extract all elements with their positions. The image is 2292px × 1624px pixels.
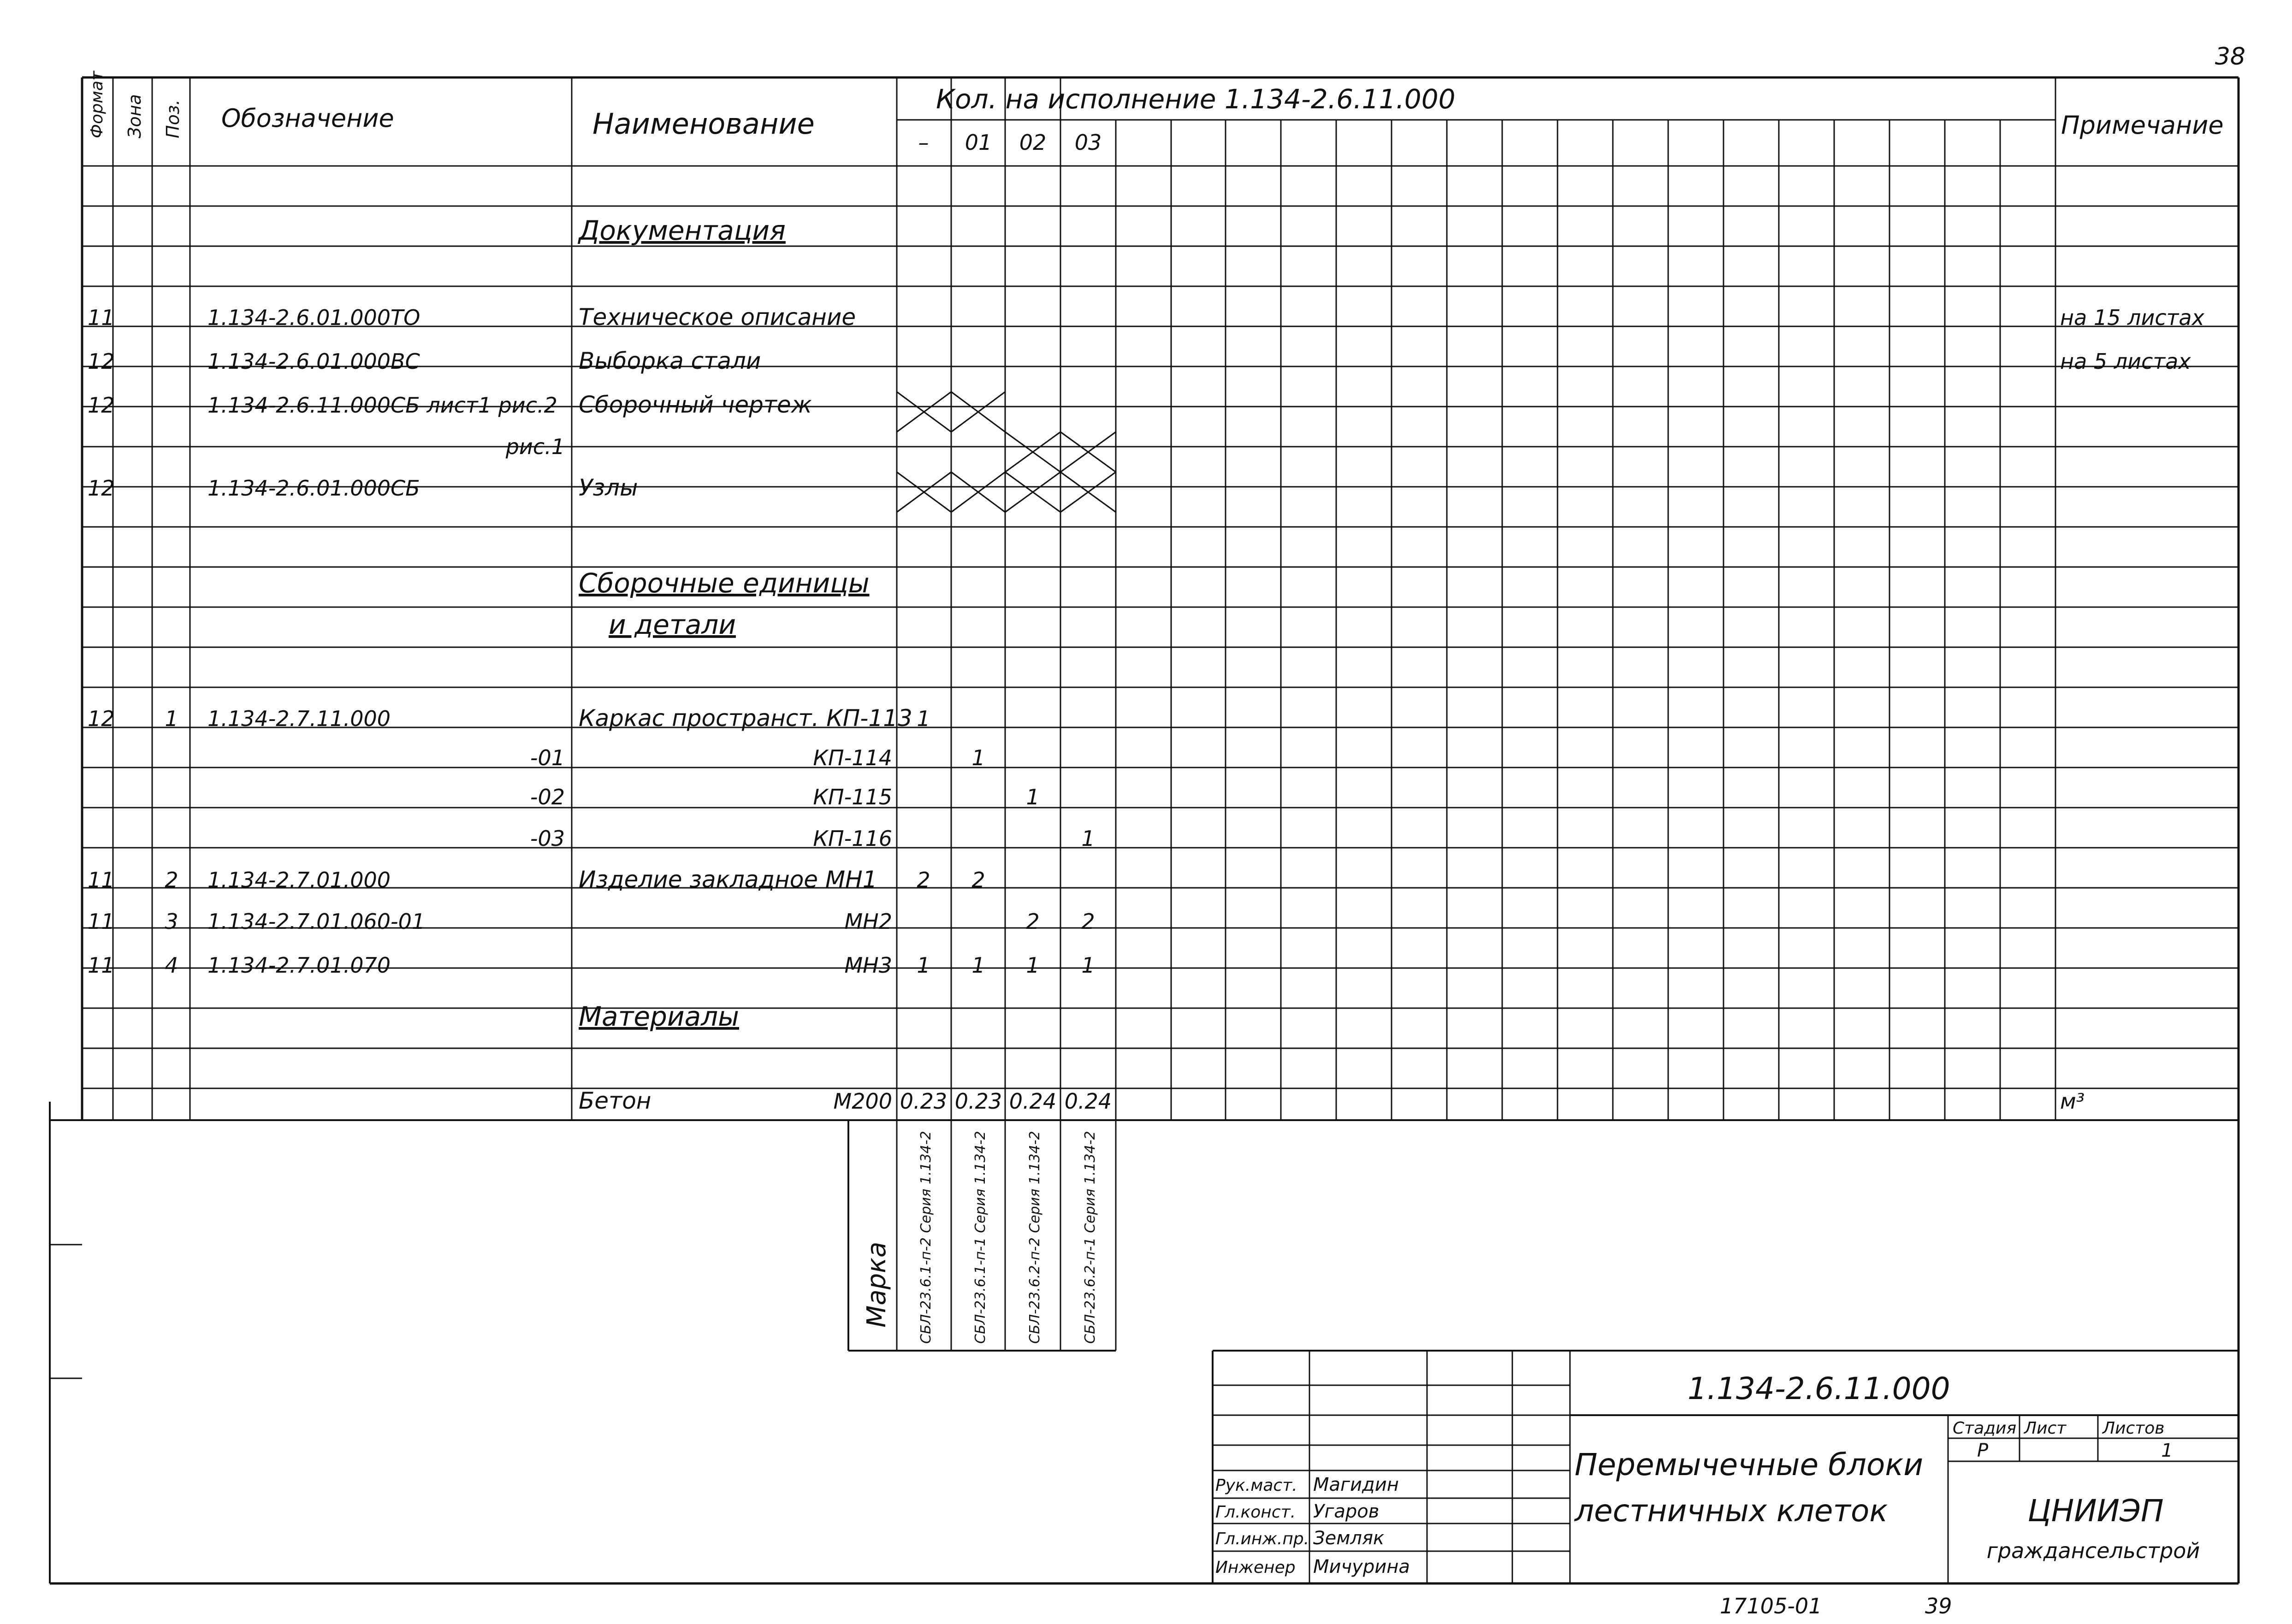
tb-title-line1: Перемычечные блоки bbox=[1575, 1447, 1924, 1482]
tb-org-line2: граждансельстрой bbox=[1986, 1538, 2200, 1563]
row-quantity: 2 bbox=[1026, 909, 1040, 934]
row-quantity: 1 bbox=[1026, 953, 1040, 978]
header-variant: – bbox=[918, 130, 929, 155]
row-name: Сборочные единицы bbox=[579, 567, 870, 599]
header-variant: 02 bbox=[1019, 130, 1047, 155]
row-format: 12 bbox=[88, 476, 115, 501]
row-name: Каркас пространст. КП-113 bbox=[579, 705, 912, 732]
row-quantity: 1 bbox=[917, 706, 930, 731]
row-quantity: 0.23 bbox=[954, 1089, 1002, 1114]
row-format: 11 bbox=[88, 953, 115, 978]
marka-value: СБЛ-23.6.1-п-1 Серия 1.134-2 bbox=[972, 1131, 989, 1344]
archive-number: 17105-01 bbox=[1720, 1594, 1822, 1618]
title-block bbox=[1213, 1351, 2239, 1583]
header-variant: 03 bbox=[1074, 130, 1102, 155]
row-quantity: 1 bbox=[917, 953, 930, 978]
row-format: 11 bbox=[88, 868, 115, 892]
row-quantity: 1 bbox=[1081, 953, 1095, 978]
tb-signer-name: Мичурина bbox=[1313, 1556, 1410, 1577]
row-name: Документация bbox=[579, 215, 786, 246]
row-name: МН3 bbox=[844, 953, 892, 978]
row-designation: 1.134-2.6.01.000ТО bbox=[207, 305, 420, 330]
marka-block bbox=[848, 1120, 1116, 1351]
row-quantity: 1 bbox=[971, 953, 985, 978]
row-designation: 1.134-2.7.01.000 bbox=[207, 868, 391, 892]
row-format: 12 bbox=[88, 393, 115, 418]
tb-signer-role: Рук.маст. bbox=[1215, 1476, 1297, 1495]
table-content bbox=[88, 71, 2224, 1114]
row-name: Узлы bbox=[579, 474, 638, 501]
row-format: 11 bbox=[88, 909, 115, 934]
row-note: на 5 листах bbox=[2060, 349, 2191, 374]
row-name: Бетон bbox=[579, 1087, 651, 1114]
header-format: Формат bbox=[88, 71, 107, 138]
row-quantity: 0.23 bbox=[900, 1089, 948, 1114]
header-qty-title: Кол. на исполнение 1.134-2.6.11.000 bbox=[936, 83, 1456, 115]
tb-signer-role: Инженер bbox=[1215, 1558, 1296, 1577]
row-designation: 1.134-2.7.01.060-01 bbox=[207, 909, 426, 934]
header-name: Наименование bbox=[592, 107, 815, 141]
row-designation: -01 bbox=[530, 745, 565, 770]
tb-stage-label: Стадия bbox=[1953, 1419, 2017, 1438]
row-quantity: 1 bbox=[1081, 826, 1095, 851]
row-quantity: 1 bbox=[1026, 785, 1040, 809]
row-position: 3 bbox=[165, 909, 178, 934]
marka-value: СБЛ-23.6.1-п-2 Серия 1.134-2 bbox=[918, 1131, 934, 1344]
footer-page: 39 bbox=[1925, 1594, 1952, 1618]
row-quantity: 0.24 bbox=[1064, 1089, 1112, 1114]
header-zone: Зона bbox=[124, 94, 145, 138]
row-name: МН2 bbox=[844, 909, 892, 934]
tb-doc-code: 1.134-2.6.11.000 bbox=[1688, 1371, 1950, 1406]
tb-org-line1: ЦНИИЭП bbox=[2027, 1493, 2164, 1529]
row-designation: -02 bbox=[530, 785, 565, 809]
tb-signer-name: Магидин bbox=[1313, 1474, 1399, 1495]
row-name: Техническое описание bbox=[579, 304, 856, 331]
row-name: и детали bbox=[609, 609, 736, 640]
tb-signer-name: Земляк bbox=[1313, 1528, 1385, 1549]
row-designation: рис.1 bbox=[505, 434, 565, 459]
header-designation: Обозначение bbox=[221, 104, 394, 133]
row-designation: 1.134-2.7.01.070 bbox=[207, 953, 391, 978]
row-quantity: 0.24 bbox=[1009, 1089, 1057, 1114]
row-name: КП-114 bbox=[813, 745, 892, 770]
tb-sheets-value: 1 bbox=[2161, 1440, 2173, 1461]
row-format: 12 bbox=[88, 349, 115, 374]
header-note: Примечание bbox=[2061, 111, 2224, 140]
row-designation: 1.134-2.6.01.000СБ bbox=[207, 476, 420, 501]
row-format: 12 bbox=[88, 706, 115, 731]
marka-label: Марка bbox=[862, 1241, 892, 1328]
sheet-number: 38 bbox=[2215, 43, 2245, 71]
tb-title-line2: лестничных клеток bbox=[1575, 1493, 1888, 1529]
row-name: КП-115 bbox=[813, 785, 892, 809]
row-position: 4 bbox=[165, 953, 178, 978]
tb-sheet-label: Лист bbox=[2024, 1419, 2067, 1438]
row-quantity: 1 bbox=[971, 745, 985, 770]
row-note: на 15 листах bbox=[2060, 305, 2204, 330]
row-quantity: 2 bbox=[917, 868, 930, 892]
row-name: Изделие закладное МН1 bbox=[579, 866, 877, 893]
marka-value: СБЛ-23.6.2-п-1 Серия 1.134-2 bbox=[1082, 1131, 1098, 1344]
not-applicable-crosses bbox=[897, 392, 1116, 512]
tb-stage-value: Р bbox=[1977, 1440, 1989, 1461]
row-name: Выборка стали bbox=[579, 348, 761, 374]
row-designation: 1.134-2.6.01.000ВС bbox=[207, 349, 420, 374]
header-pos: Поз. bbox=[163, 99, 183, 138]
row-quantity: 2 bbox=[1081, 909, 1095, 934]
row-designation: -03 bbox=[530, 826, 565, 851]
table-grid bbox=[50, 77, 2239, 1583]
row-format: 11 bbox=[88, 305, 115, 330]
tb-sheets-label: Листов bbox=[2102, 1419, 2165, 1438]
tb-signer-role: Гл.конст. bbox=[1215, 1503, 1296, 1522]
row-note: м³ bbox=[2060, 1089, 2085, 1114]
tb-signer-role: Гл.инж.пр. bbox=[1215, 1530, 1309, 1548]
row-quantity: 2 bbox=[971, 868, 985, 892]
row-designation: 1.134-2.7.11.000 bbox=[207, 706, 391, 731]
tb-signer-name: Угаров bbox=[1313, 1501, 1380, 1522]
row-designation: 1.134-2.6.11.000СБ лист1 рис.2 bbox=[207, 393, 557, 418]
row-name: Сборочный чертеж bbox=[579, 391, 812, 418]
row-name: КП-116 bbox=[813, 826, 892, 851]
row-position: 1 bbox=[165, 706, 178, 731]
row-name-grade: М200 bbox=[833, 1089, 892, 1114]
row-name: Материалы bbox=[579, 1001, 739, 1032]
row-position: 2 bbox=[165, 868, 178, 892]
marka-value: СБЛ-23.6.2-п-2 Серия 1.134-2 bbox=[1027, 1131, 1043, 1344]
header-variant: 01 bbox=[965, 130, 992, 155]
